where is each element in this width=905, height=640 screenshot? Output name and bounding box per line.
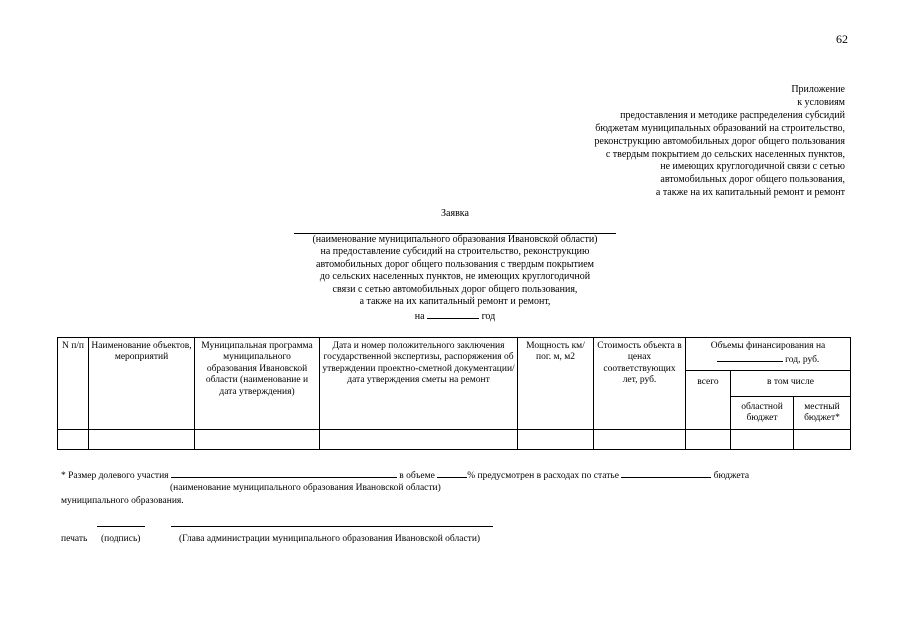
header-expertise: Дата и номер положительного заключения государственной экспертизы, распоряжения об утверждении проектно-сметной документации/дата утверждения сметы на ремонт [320,338,518,430]
header-funding [686,338,851,371]
funding-year-line [688,352,848,366]
table-cell[interactable] [195,430,320,450]
header-capacity: Мощность км/пог. м, м2 [518,338,594,430]
application-text-line: автомобильных дорог общего пользования с твердым покрытием [316,258,594,270]
annex-line: с твердым покрытием до сельских населенных пунктов, [605,148,845,160]
percent-blank [437,468,467,478]
year-suffix: год [481,310,496,322]
annex-line: Приложение [791,84,845,95]
annex-line: автомобильных дорог общего пользования, [660,174,845,186]
application-title-block [290,208,620,323]
municipality-name-line [294,221,616,234]
head-name-line [171,526,493,527]
footnote-prefix: * Размер долевого участия [61,471,169,481]
annex-line: предоставления и методике распределения субсидий [620,109,845,121]
annex-line: к условиям [797,96,845,108]
municipality-blank [171,468,397,478]
financing-table [57,337,851,450]
header-local-budget: местный бюджет* [794,397,851,430]
application-text-line: связи с сетью автомобильных дорог общего пользования, [332,283,578,295]
application-year-line [290,309,620,324]
table-cell[interactable] [594,430,686,450]
footnote-end: бюджета [713,471,750,481]
signature-caption: (подпись) [101,534,141,544]
municipality-name-caption: (наименование муниципального образования Ивановской области) [312,233,598,245]
header-num: N п/п [58,338,89,430]
funding-title: Объемы финансирования на [710,341,826,351]
application-text-line: а также на их капитальный ремонт и ремонт, [359,296,551,307]
table-row [58,430,851,450]
stamp-label: печать [61,534,88,544]
header-including: в том числе [731,371,851,397]
footnote-line-2: муниципального образования. [61,496,184,506]
annex-line: а также на их капитальный ремонт и ремонт [655,187,845,199]
header-objects: Наименование объектов, мероприятий [89,338,195,430]
funding-year-suffix: год, руб. [785,355,820,366]
table-cell[interactable] [58,430,89,450]
annex-header [594,84,845,200]
footnote-article: % предусмотрен в расходах по статье [467,471,619,481]
table-cell[interactable] [320,430,518,450]
application-title: Заявка [441,208,469,219]
head-caption: (Глава администрации муниципального образования Ивановской области) [179,534,481,544]
table-cell[interactable] [794,430,851,450]
header-regional-budget: областной бюджет [731,397,794,430]
annex-line: не имеющих круглогодичной связи с сетью [660,161,845,173]
header-program: Муниципальная программа муниципального образования Ивановской области (наименование и дата утверждения) [195,338,320,430]
application-text-line: на предоставление субсидий на строительство, реконструкцию [320,246,590,257]
header-cost: Стоимость объекта в ценах соответствующих лет, руб. [594,338,686,430]
article-blank [621,468,711,478]
annex-line: реконструкцию автомобильных дорог общего пользования [594,135,845,147]
table-cell[interactable] [518,430,594,450]
signature-line [97,526,145,527]
table-cell[interactable] [731,430,794,450]
page-number: 62 [836,32,848,46]
annex-line: бюджетам муниципальных образований на строительство, [595,122,845,134]
footnote-line [61,468,749,483]
funding-year-blank [717,352,783,362]
footnote-caption: (наименование муниципального образования Ивановской области) [170,483,441,493]
application-text-line: до сельских населенных пунктов, не имеющих круглогодичной [319,271,591,282]
footnote-volume: в объеме [399,471,435,481]
year-blank [427,309,479,319]
table-cell[interactable] [89,430,195,450]
table-cell[interactable] [686,430,731,450]
year-prefix: на [414,310,425,322]
header-total: всего [686,371,731,430]
